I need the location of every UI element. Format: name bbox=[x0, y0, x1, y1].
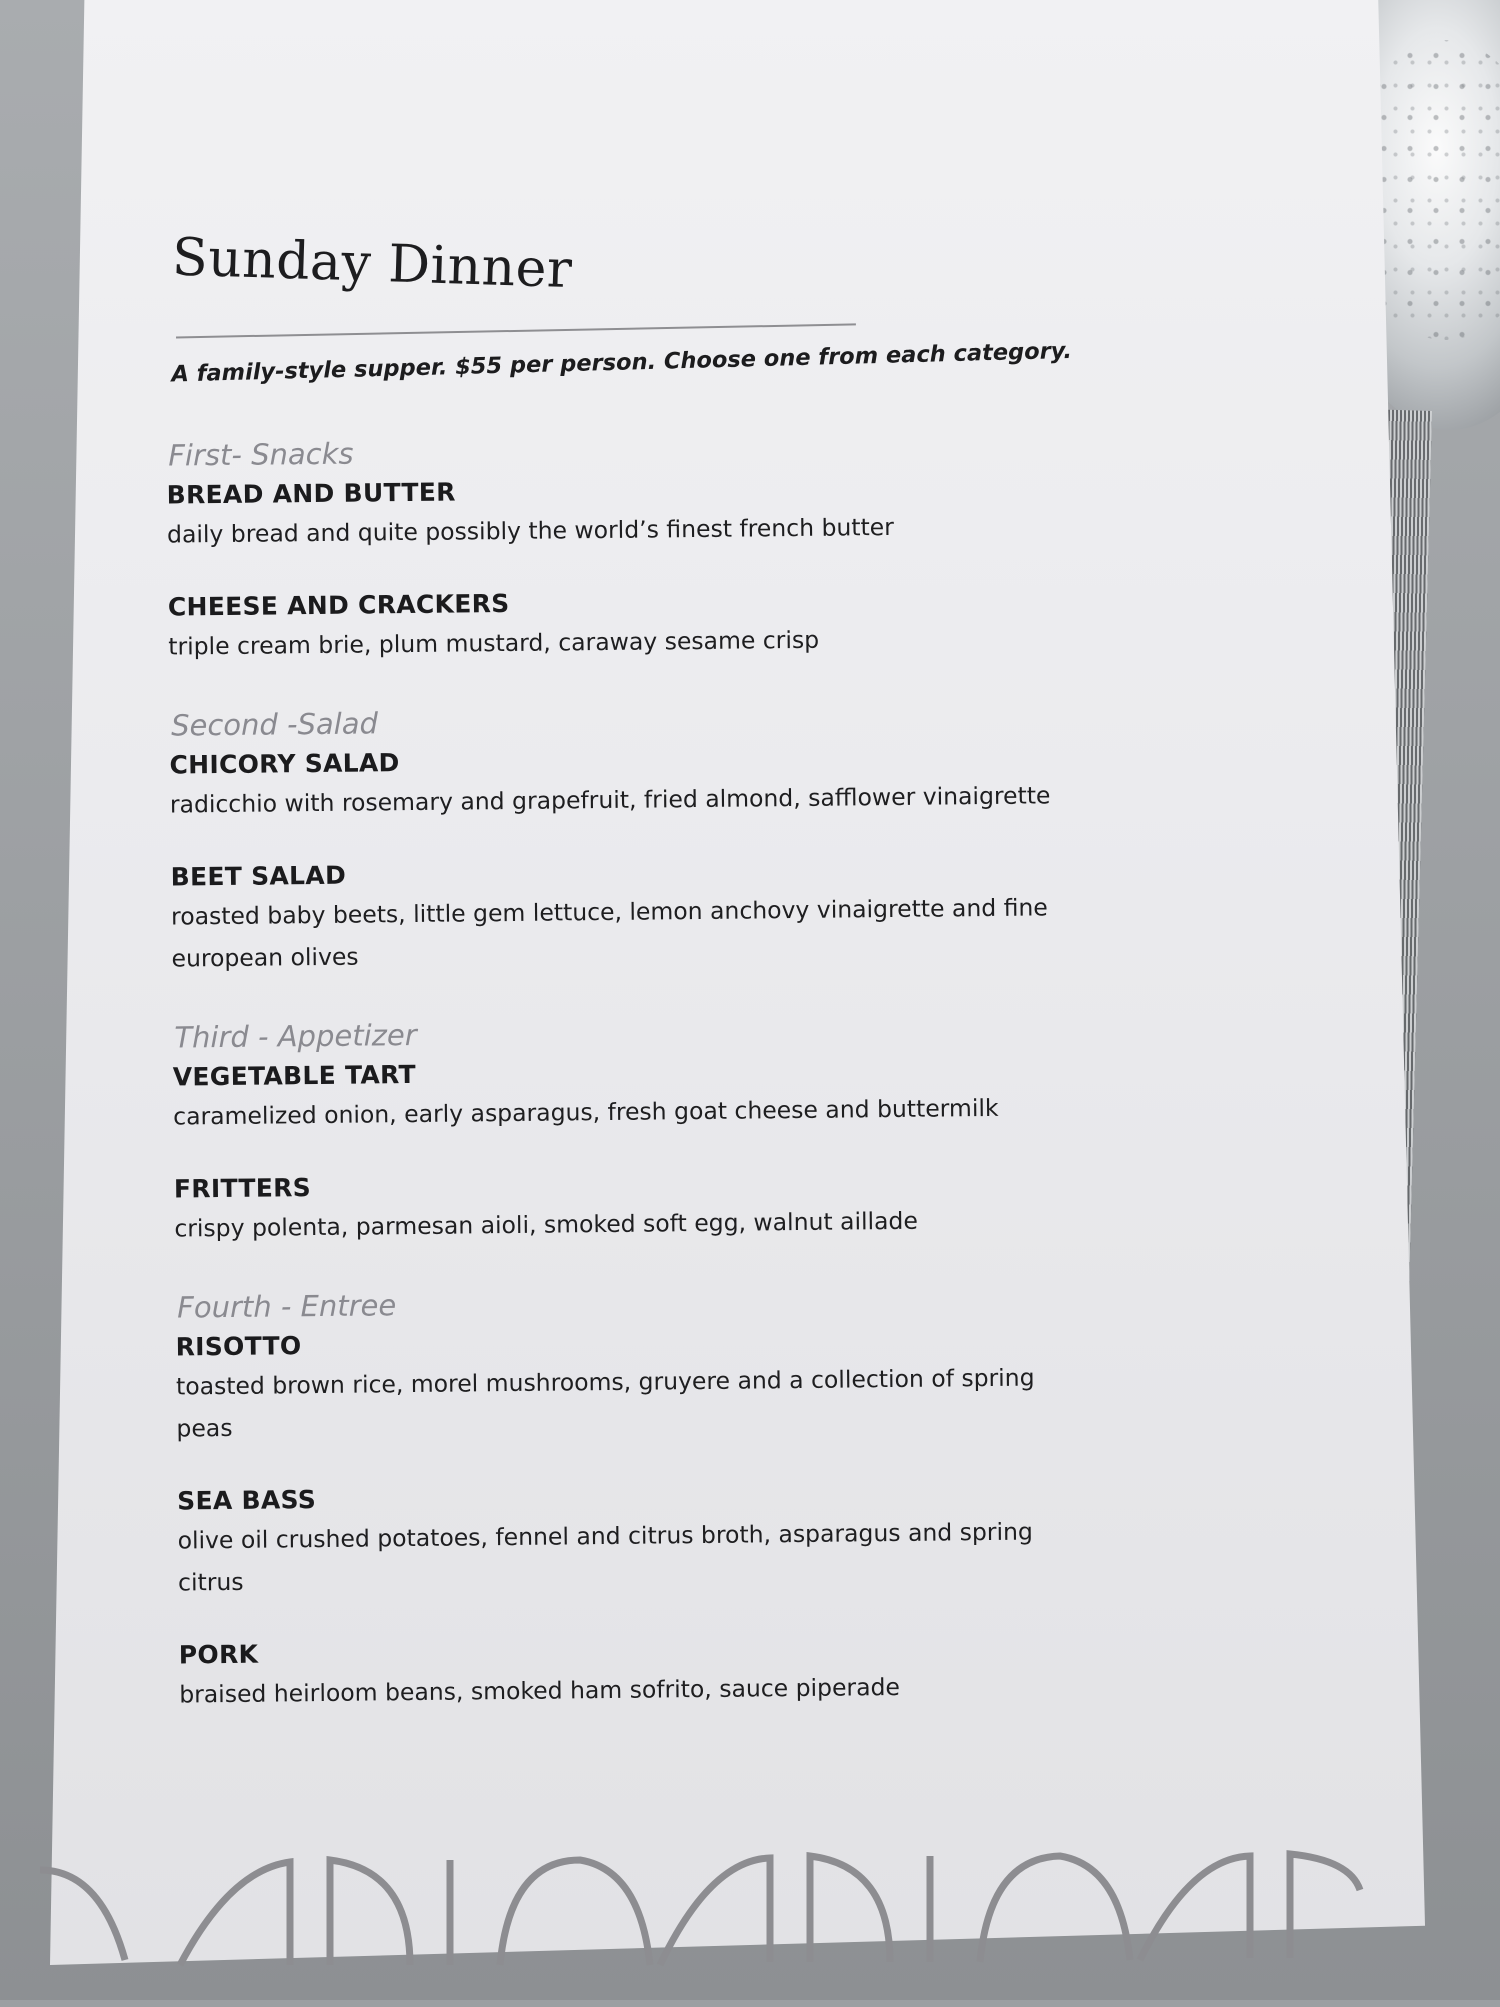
menu-item-description: roasted baby beets, little gem lettuce, lemon anchovy vinaigrette and fine european olives bbox=[170, 893, 1048, 973]
menu-item-name: BEET SALAD bbox=[170, 860, 347, 892]
menu-item-name: BREAD AND BUTTER bbox=[166, 477, 456, 510]
section-title: Second -Salad bbox=[170, 706, 379, 743]
menu-sections bbox=[166, 425, 1179, 1715]
menu-item-name: PORK bbox=[178, 1639, 259, 1670]
section-title: Fourth - Entree bbox=[177, 1288, 397, 1325]
menu-item bbox=[171, 849, 1172, 979]
menu-section-third bbox=[172, 1007, 1174, 1249]
menu-item bbox=[179, 1627, 1180, 1715]
menu-item-description: crispy polenta, parmesan aioli, smoked soft egg, walnut aillade bbox=[174, 1206, 919, 1243]
menu-item-description: braised heirloom beans, smoked ham sofrito, sauce piperade bbox=[179, 1672, 901, 1709]
menu-item-description: olive oil crushed potatoes, fennel and citrus broth, asparagus and spring citrus bbox=[177, 1517, 1033, 1597]
menu-section-second bbox=[169, 695, 1172, 979]
menu-subtitle: A family-style supper. $55 per person. Choose one from each category. bbox=[171, 337, 1073, 388]
menu-item-name: VEGETABLE TART bbox=[172, 1059, 417, 1092]
section-title: First- Snacks bbox=[168, 436, 354, 473]
menu-item bbox=[168, 579, 1169, 667]
menu-item-name: RISOTTO bbox=[175, 1331, 302, 1362]
menu-item-name: SEA BASS bbox=[177, 1485, 317, 1516]
menu-item-description: daily bread and quite possibly the world’s finest french butter bbox=[166, 512, 894, 549]
menu-item-description: toasted brown rice, morel mushrooms, gruyere and a collection of spring peas bbox=[175, 1363, 1035, 1443]
menu-section-first bbox=[166, 425, 1168, 667]
menu-item bbox=[175, 1319, 1176, 1449]
menu-item bbox=[174, 1161, 1175, 1249]
menu-item bbox=[177, 1473, 1178, 1603]
menu-item-name: CHEESE AND CRACKERS bbox=[167, 588, 510, 622]
menu-title: Sunday Dinner bbox=[171, 227, 574, 301]
menu-item-description: caramelized onion, early asparagus, fresh goat cheese and buttermilk bbox=[173, 1093, 999, 1131]
menu-item bbox=[169, 737, 1170, 825]
menu-item-description: radicchio with rosemary and grapefruit, fried almond, safflower vinaigrette bbox=[169, 781, 1051, 819]
menu-section-fourth bbox=[175, 1277, 1179, 1715]
menu-item bbox=[173, 1049, 1174, 1137]
menu-item-name: CHICORY SALAD bbox=[169, 748, 400, 780]
decorative-arch-pattern bbox=[30, 1830, 1370, 1990]
menu-item-description: triple cream brie, plum mustard, caraway sesame crisp bbox=[168, 625, 820, 661]
menu-item-name: FRITTERS bbox=[173, 1173, 312, 1204]
title-divider bbox=[176, 323, 856, 338]
menu-item bbox=[166, 467, 1167, 555]
section-title: Third - Appetizer bbox=[174, 1017, 417, 1055]
